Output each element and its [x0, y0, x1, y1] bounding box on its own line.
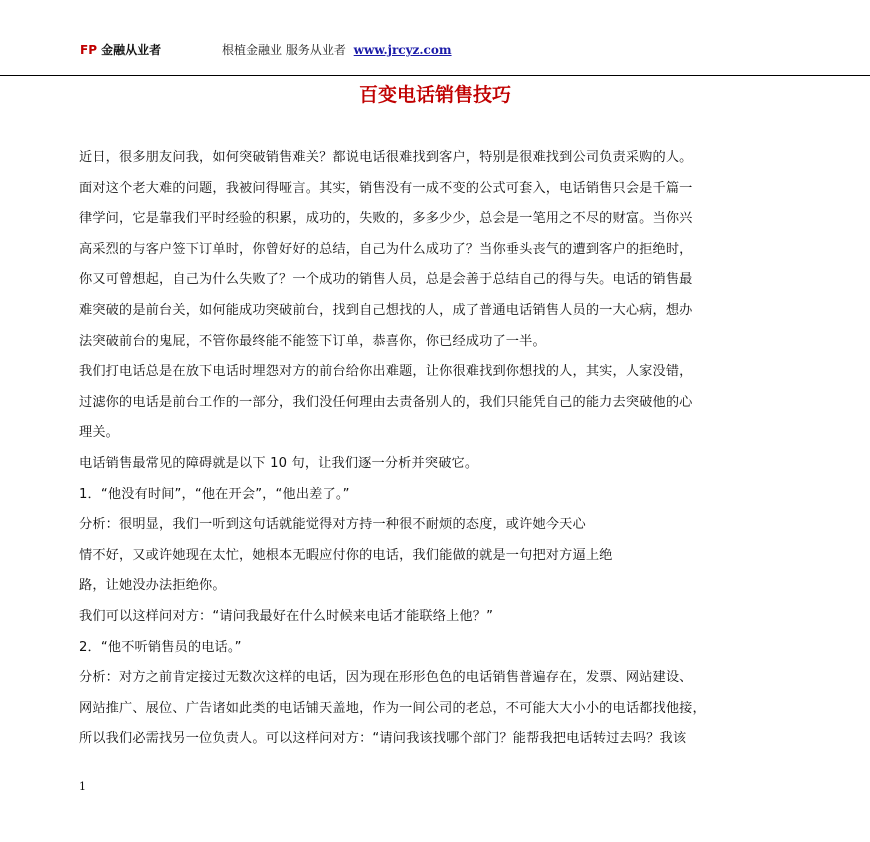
text-line: 我们可以这样问对方：“请问我最好在什么时候来电话才能联络上他？”	[79, 608, 494, 624]
page-header	[0, 0, 870, 76]
text-line: 你又可曾想起，自己为什么失败了？一个成功的销售人员，总是会善于总结自己的得与失。电话的销售最	[79, 272, 693, 288]
text-line: 所以我们必需找另一位负责人。可以这样问对方：“请问我该找哪个部门？能帮我把电话转过去吗？我该	[79, 731, 687, 747]
text-line: 分析：对方之前肯定接过无数次这样的电话，因为现在形形色色的电话销售普遍存在，发票、网站建设、	[79, 670, 693, 686]
text-line: 律学问，它是靠我们平时经验的积累，成功的，失败的，多多少少，总会是一笔用之不尽的财富。当你兴	[79, 211, 693, 227]
text-line: 理关。	[79, 425, 120, 441]
text-line: 分析：很明显，我们一听到这句话就能觉得对方持一种很不耐烦的态度，或许她今天心	[79, 517, 586, 533]
brand-name: 金融从业者	[97, 43, 162, 57]
text-line: 高采烈的与客户签下订单时，你曾好好的总结，自己为什么成功了？当你垂头丧气的遭到客户的拒绝时，	[79, 241, 693, 257]
brand-logo	[80, 41, 161, 58]
tagline-text: 根植金融业 服务从业者	[222, 43, 346, 57]
header-divider	[0, 75, 870, 76]
text-line: 1．“他没有时间”，“他在开会”，“他出差了。”	[79, 486, 350, 502]
text-line: 电话销售最常见的障碍就是以下 10 句，让我们逐一分析并突破它。	[79, 455, 479, 471]
text-line: 难突破的是前台关，如何能成功突破前台，找到自己想找的人，成了普通电话销售人员的一大心病，想办	[79, 302, 693, 318]
header-tagline	[222, 41, 452, 58]
text-line: 近日，很多朋友问我，如何突破销售难关？都说电话很难找到客户，特别是很难找到公司负责采购的人。	[79, 150, 693, 165]
brand-fp: FP	[80, 43, 97, 57]
text-line: 我们打电话总是在放下电话时埋怨对方的前台给你出难题，让你很难找到你想找的人，其实，人家没错，	[79, 364, 693, 380]
text-line: 法突破前台的鬼屁，不管你最终能不能签下订单，恭喜你，你已经成功了一半。	[79, 333, 546, 349]
document-title: 百变电话销售技巧	[358, 84, 511, 106]
text-line: 路，让她没办法拒绝你。	[79, 578, 226, 594]
website-link[interactable]: www.jrcyz.com	[353, 43, 452, 57]
document-body	[79, 143, 791, 755]
text-line: 情不好，又或许她现在太忙，她根本无暇应付你的电话，我们能做的就是一句把对方逼上绝	[79, 547, 613, 563]
text-line: 面对这个老大难的问题，我被问得哑言。其实，销售没有一成不变的公式可套入，电话销售只会是千篇一	[79, 180, 693, 196]
page-number: 1	[79, 780, 86, 793]
text-line: 网站推广、展位、广告诸如此类的电话铺天盖地，作为一间公司的老总，不可能大大小小的电话都找他接，	[79, 700, 706, 716]
text-line: 过滤你的电话是前台工作的一部分，我们没任何理由去责备别人的，我们只能凭自己的能力去突破他的心	[79, 394, 693, 410]
text-line: 2．“他不听销售员的电话。”	[79, 639, 242, 655]
